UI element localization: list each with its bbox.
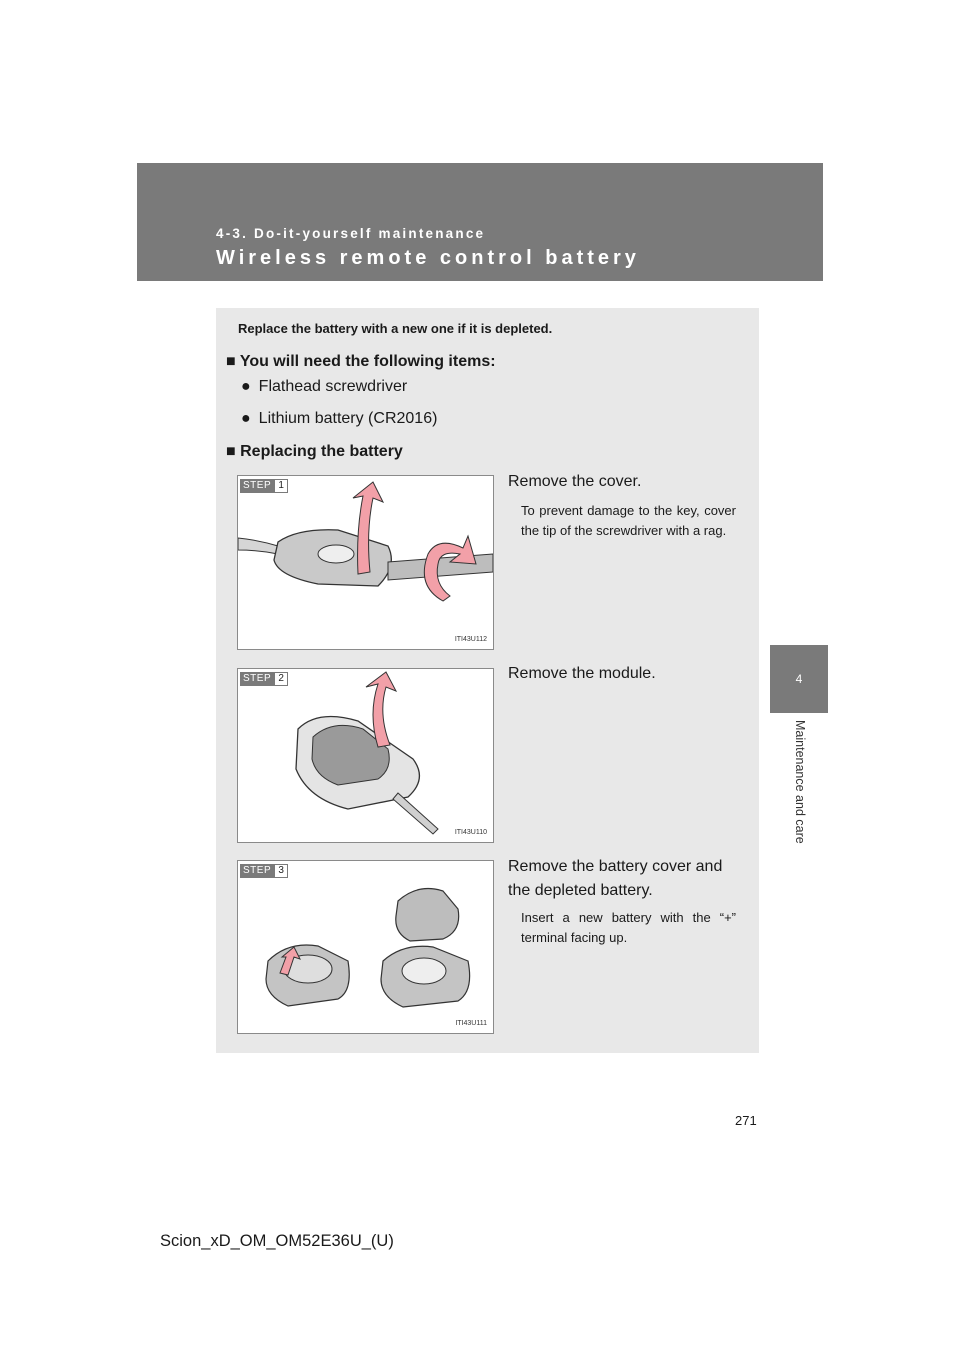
square-bullet-icon: ■ [226,353,236,370]
step1-instruction: Remove the cover. [508,473,642,490]
circle-bullet-icon: ● [241,410,251,427]
key-cover-removal-illustration [238,476,493,649]
step-tag: STEP 3 [240,864,288,878]
list-item: ● Lithium battery (CR2016) [241,410,438,427]
figure-id: ITI43U112 [454,636,487,643]
step-tag: STEP 1 [240,479,288,493]
replace-heading: ■ Replacing the battery [226,443,403,460]
figure-id: ITI43U111 [455,1020,487,1027]
step1-note: To prevent damage to the key, cover the tip of the screwdriver with a rag. [521,503,736,538]
battery-replacement-illustration [238,861,493,1033]
step2-instruction: Remove the module. [508,665,656,682]
circle-bullet-icon: ● [241,378,251,395]
items-heading: ■ You will need the following items: [226,353,496,370]
step3-note: Insert a new battery with the “+” terminal facing up. [521,910,736,945]
section-label: 4-3. Do-it-yourself maintenance [216,226,486,241]
square-bullet-icon: ■ [226,443,236,460]
section-header [137,163,823,281]
page-title: Wireless remote control battery [216,247,640,269]
module-removal-illustration [238,669,493,842]
step2-figure [237,668,494,843]
step-tag: STEP 2 [240,672,288,686]
chapter-label: Maintenance and care [793,720,807,844]
intro-text: Replace the battery with a new one if it is depleted. [238,321,553,336]
step1-figure [237,475,494,650]
figure-id: ITI43U110 [454,829,487,836]
chapter-tab: 4 [770,645,828,713]
page-number: 271 [735,1113,757,1128]
step3-instruction: Remove the battery cover and the depleted battery. [508,858,723,899]
document-footer: Scion_xD_OM_OM52E36U_(U) [160,1232,394,1250]
step3-figure [237,860,494,1034]
list-item: ● Flathead screwdriver [241,378,408,395]
content-panel [216,308,759,1053]
